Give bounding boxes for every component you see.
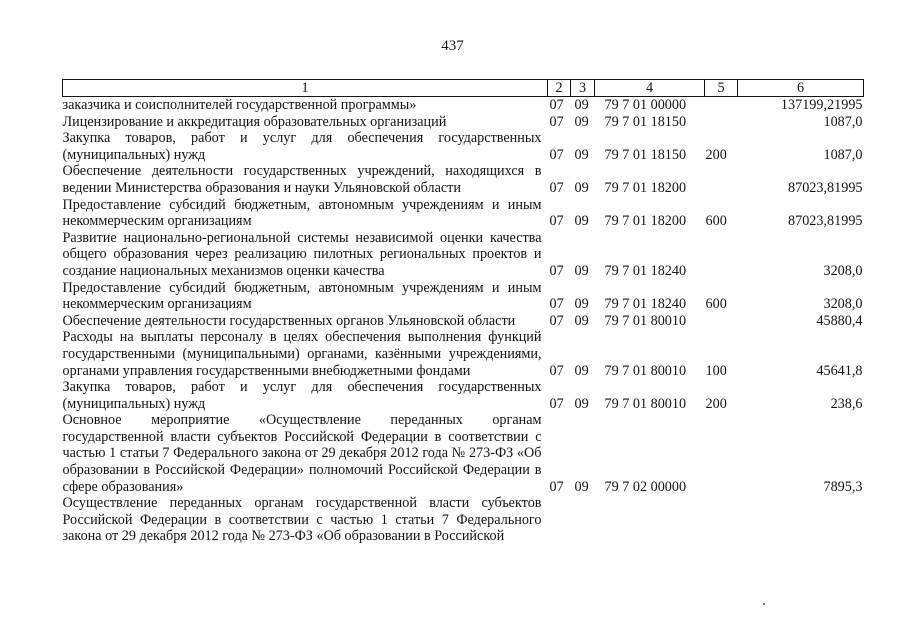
row-subsection-cell: 09 [574,478,589,495]
row-amount-cell: 87023,81995 [788,213,863,230]
row-subsection-cell: 09 [574,97,589,113]
row-section-cell: 07 [549,296,564,313]
row-expense-type-cell [705,230,738,280]
table-row [63,114,864,131]
row-name-cell: Осуществление переданных органам государственной власти субъектов Российской Федерации в соответствии с частью 1 статьи 7 Федерального закона от 29 декабря 2012 года № 273-ФЗ «Об образовании в Российской [62,495,542,545]
row-subsection-cell: 09 [574,395,589,412]
row-amount-cell: 7895,3 [823,478,863,495]
row-amount-cell: 137199,21995 [780,97,863,113]
row-expense-type-cell [705,114,738,131]
column-header-4: 4 [595,80,705,97]
row-name-cell: Обеспечение деятельности государственных органов Ульяновской области [62,312,516,329]
row-amount-cell: 45641,8 [816,362,863,379]
row-target-article-cell: 79 7 01 18200 [604,179,687,196]
row-subsection-cell [571,495,595,545]
row-target-article-cell: 79 7 01 18240 [604,262,687,279]
row-subsection-cell: 09 [574,312,589,329]
row-name-cell: Предоставление субсидий бюджетным, автономным учреждениям и иным некоммерческим организациям [62,196,542,230]
row-name-cell: Расходы на выплаты персоналу в целях обеспечения выполнения функций государственными (муниципальными) органами, казёнными учреждениями, органами управления государственными внебюджетными фондами [62,329,542,379]
row-section-cell: 07 [549,478,564,495]
row-subsection-cell: 09 [574,296,589,313]
row-target-article-cell: 79 7 01 80010 [604,395,687,412]
column-header-2: 2 [548,80,571,97]
row-target-article-cell: 79 7 02 00000 [604,478,687,495]
row-section-cell: 07 [549,113,564,130]
row-amount-cell: 45880,4 [816,312,863,329]
table-row [63,230,864,280]
table-row [63,163,864,196]
table-header-row [63,80,864,97]
row-target-article-cell: 79 7 01 80010 [604,362,687,379]
table-row [63,379,864,412]
row-subsection-cell: 09 [574,146,589,163]
scan-speck [763,603,765,605]
row-subsection-cell: 09 [574,213,589,230]
table-row [63,130,864,163]
row-expense-type-cell [705,163,738,196]
row-expense-type-cell [705,313,738,330]
row-section-cell: 07 [549,395,564,412]
row-expense-type-cell: 600 [705,213,727,230]
row-amount-cell: 87023,81995 [788,179,863,196]
row-expense-type-cell [705,412,738,495]
table-row [63,97,864,114]
column-header-5: 5 [705,80,738,97]
table-body [63,97,864,546]
row-name-cell: Основное мероприятие «Осуществление переданных органам государственной власти субъектов Российской Федерации в соответствии с частью 1 статьи 7 Федерального закона от 29 декабря 2012 года № 273-ФЗ «Об образовании в Российской Федерации» полномочий Российской Федерации в сфере образования» [62,412,542,495]
budget-table [62,79,864,545]
row-name-cell: Развитие национально-региональной системы независимой оценки качества общего образования через реализацию пилотных региональных проектов и создание национальных механизмов оценки качества [62,229,542,279]
row-expense-type-cell: 200 [705,146,727,163]
row-name-cell: Лицензирование и аккредитация образовательных организаций [62,113,447,130]
row-section-cell [548,495,571,545]
row-subsection-cell: 09 [574,362,589,379]
row-amount-cell: 238,6 [830,395,863,412]
table-row [63,313,864,330]
row-target-article-cell: 79 7 01 18150 [604,113,687,130]
row-amount-cell: 1087,0 [823,146,863,163]
table-row [63,495,864,545]
row-target-article-cell: 79 7 01 18150 [604,146,687,163]
row-section-cell: 07 [549,213,564,230]
column-header-6: 6 [738,80,864,97]
row-expense-type-cell: 600 [705,296,727,313]
table-row [63,329,864,379]
table-row [63,412,864,495]
row-subsection-cell: 09 [574,179,589,196]
row-name-cell: Обеспечение деятельности государственных учреждений, находящихся в ведении Министерства образования и науки Ульяновской области [62,163,542,196]
row-amount-cell: 3208,0 [823,296,863,313]
row-section-cell: 07 [549,179,564,196]
row-target-article-cell: 79 7 01 18200 [604,213,687,230]
row-expense-type-cell: 100 [705,362,727,379]
row-section-cell: 07 [549,312,564,329]
row-expense-type-cell [705,495,738,545]
page-number: 437 [441,38,464,54]
row-target-article-cell [595,495,705,545]
row-section-cell: 07 [549,262,564,279]
table-row [63,280,864,313]
row-target-article-cell: 79 7 01 18240 [604,296,687,313]
row-amount-cell: 3208,0 [823,262,863,279]
row-section-cell: 07 [549,97,564,113]
row-target-article-cell: 79 7 01 80010 [604,312,687,329]
row-target-article-cell: 79 7 01 00000 [604,97,687,113]
row-name-cell: Закупка товаров, работ и услуг для обеспечения государственных (муниципальных) нужд [62,130,542,163]
column-header-1: 1 [63,80,548,97]
row-expense-type-cell: 200 [705,395,727,412]
row-subsection-cell: 09 [574,113,589,130]
row-section-cell: 07 [549,362,564,379]
row-section-cell: 07 [549,146,564,163]
column-header-3: 3 [571,80,595,97]
row-amount-cell [738,495,864,545]
row-name-cell: Предоставление субсидий бюджетным, автономным учреждениям и иным некоммерческим организациям [62,279,542,313]
row-amount-cell: 1087,0 [823,113,863,130]
table-row [63,197,864,230]
row-expense-type-cell [705,97,738,114]
row-name-cell: Закупка товаров, работ и услуг для обеспечения государственных (муниципальных) нужд [62,379,542,412]
row-subsection-cell: 09 [574,262,589,279]
row-name-cell: заказчика и соисполнителей государственной программы» [62,97,417,113]
